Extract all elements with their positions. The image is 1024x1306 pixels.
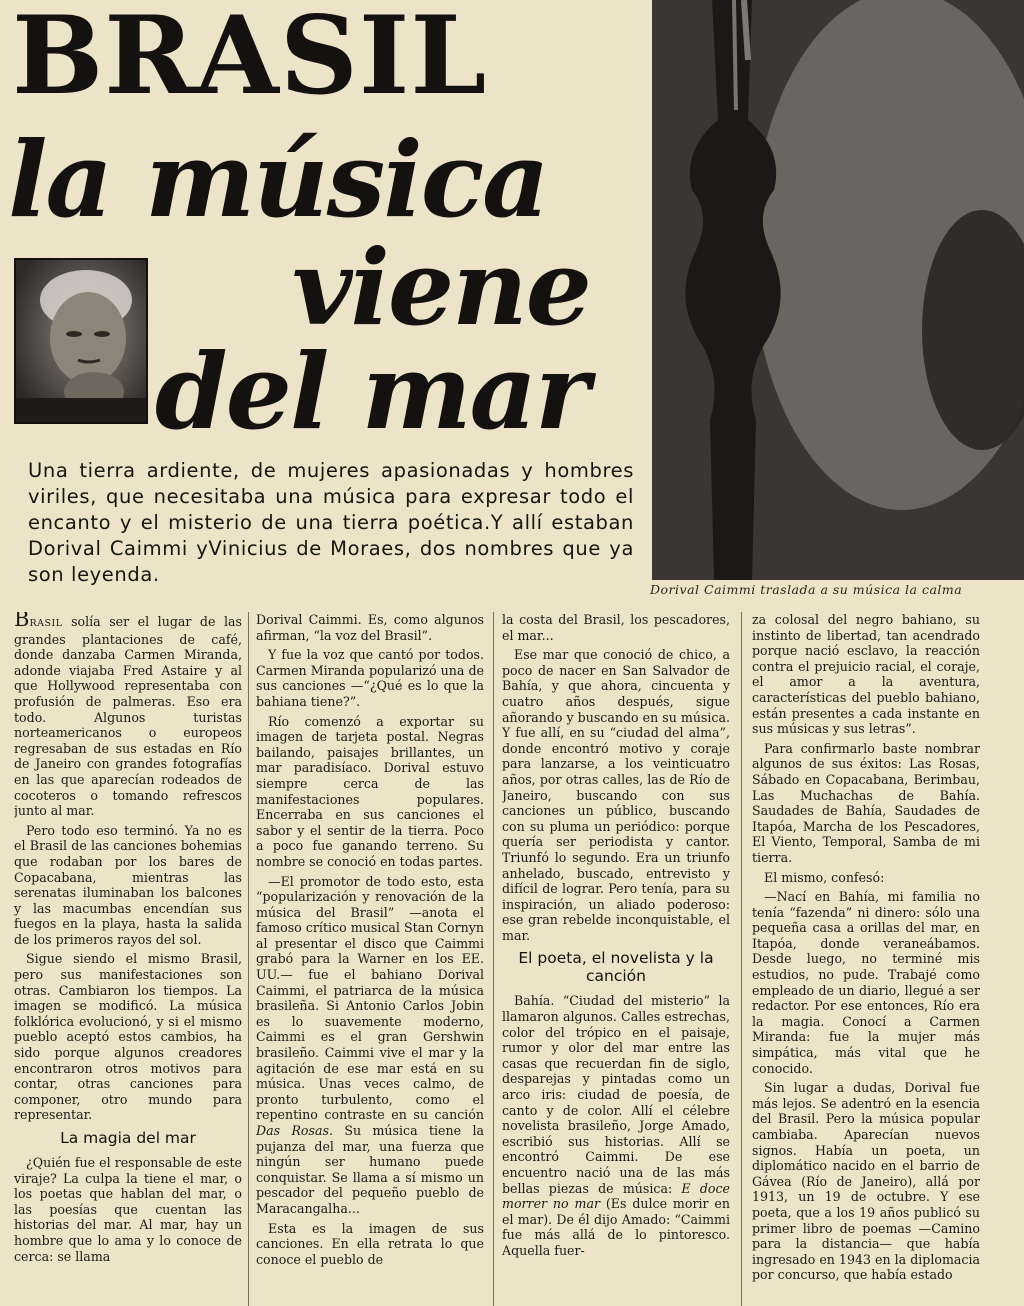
headline-brasil: BRASIL [12,0,488,119]
paragraph: Sigue siendo el mismo Brasil, pero sus manifestaciones son otras. Cambiaron los tiempos. La imagen se modificó. La música folklórica evolucionó, y si el mismo pueblo aceptó estos cambios, ha sido porque algunos creadores encontraron otros motivos para contar, otras canciones para componer, otro mundo para representar. [14,951,242,1123]
article-column-3 [502,612,730,1306]
column-rule [493,612,494,1306]
subheading: La magia del mar [60,1129,196,1147]
headline-la-musica: la música [8,118,548,241]
paragraph-text: solía ser el lugar de las grandes plantaciones de café, donde danzaba Carmen Miranda, adonde viajaba Fred Astaire y al que Hollywood representaba con profusión de palmeras. Eso era todo. Algunos turistas norteamericanos o europeos regresaban de sus estadas en Río de Janeiro con grandes fotografías en las que aparecían rodeados de cocoteros o tomando refrescos junto al mar. [14,614,242,819]
headline-viene: viene [292,226,590,349]
column-rule [741,612,742,1306]
photo-caption: Dorival Caimmi traslada a su música la calma [650,582,963,597]
intro-deck: Una tierra ardiente, de mujeres apasionadas y hombres viriles, que necesitaba una música para expresar todo el encanto y el misterio de una tierra poética.Y allí estaban Dorival Caimmi yVinicius de Moraes, dos nombres que ya son leyenda. [28,459,634,586]
portrait-photo [14,258,148,424]
paragraph: Pero todo eso terminó. Ya no es el Brasil de las canciones bohemias que rodaban por los bares de Copacabana, mientras las serenatas iluminaban los balcones y las macumbas encendían sus fuegos en la playa, hasta la salida de los primeros rayos del sol. [14,822,242,947]
paragraph: —Nací en Bahía, mi familia no tenía “fazenda” ni dinero: sólo una pequeña casa a orillas del mar, en Itapóa, donde veraneábamos. Desde luego, no terminé mis estudios, no pude. Trabajé como empleado de un diario, llegué a ser redactor. Por ese entonces, Río era la magia. Conocí a Carmen Miranda: fue la mujer más simpática, más vital que he conocido. [752,889,980,1076]
paragraph: za colosal del negro bahiano, su instinto de libertad, tan acendrado porque nació esclavo, la reacción contra el prejuicio racial, el coraje, el amor a la aventura, características del pueblo bahiano, están presentes a cada instante en sus músicas y sus letras”. [752,612,980,737]
paragraph: El mismo, confesó: [764,869,885,885]
lamp-illustration [652,0,1024,580]
paragraph [14,612,242,819]
drop-cap: B [14,612,30,631]
paragraph: Sin lugar a dudas, Dorival fue más lejos. Se adentró en la esencia del Brasil. Pero la música popular cambiaba. Aparecían nuevos signos. Había un poeta, un diplomático nacido en el barrio de Gávea (Río de Janeiro), allá por 1913, un 19 de octubre. Y ese poeta, que a los 19 años publicó su primer libro de poemas —Camino para la distancia— que había ingresado en 1943 en la diplomacia por concurso, que había estado [752,1080,980,1283]
paragraph: la costa del Brasil, los pescadores, el mar... [502,612,730,643]
article-column-4 [752,612,980,1306]
headline-del-mar: del mar [155,330,588,453]
paragraph: Esta es la imagen de sus canciones. En ella retrata lo que conoce el pueblo de [256,1220,484,1267]
paragraph-text: Bahía. “Ciudad del misterio” la llamaron algunos. Calles estrechas, color del trópico en el paisaje, rumor y olor del mar entre las casas que recuerdan fin de siglo, desparejas y pintadas como un arco iris: ciudad de poesía, de canto y de color. Allí el célebre novelista brasileño, Jorge Amado, escribió sus historias. Allí se encontró Caimmi. De ese encuentro nació una de las más bellas piezas de música: [502,993,730,1196]
paragraph-text: —El promotor de todo esto, esta “popularización y renovación de la música del Brasil” —anota el famoso crítico musical Stan Cornyn al presentar el disco que Caimmi grabó para la Warner en los EE. UU.— fue el bahiano Dorival Caimmi, el patriarca de la música brasileña. Si Antonio Carlos Jobin es lo suavemente moderno, Caimmi es el gran Gershwin brasileño. Caimmi vive el mar y la agitación de ese mar está en su música. Unas veces calmo, de pronto turbulento, como el repentino contraste en su canción [256,873,484,1123]
song-title: E doce morrer no mar [502,1180,730,1212]
paragraph [256,874,484,1217]
lamp-photo [652,0,1024,580]
paragraph-text: Su música tiene la pujanza del mar, una fuerza que ningún ser humano puede conquistar. Se llama a sí mismo un pescador del pequeño pueblo de Maracangalha... [256,1123,484,1216]
paragraph: Dorival Caimmi. Es, como algunos afirman, “la voz del Brasil”. [256,612,484,643]
paragraph: Río comenzó a exportar su imagen de tarjeta postal. Negras bailando, paisajes brillantes, un mar paradisíaco. Dorival estuvo siempre cerca de las manifestaciones populares. Encerraba en sus canciones el sabor y el sentir de la tierra. Poco a poco fue ganando terreno. Su nombre se conoció en todas partes. [256,713,484,869]
column-rule [248,612,249,1306]
paragraph-text: (Es dulce morir en el mar). De él dijo Amado: “Caimmi fue más allá de lo pintoresco. Aquella fuer- [502,1196,730,1258]
paragraph: Y fue la voz que cantó por todos. Carmen Miranda popularizó una de sus canciones —“¿Qué es lo que la bahiana tiene?”. [256,647,484,709]
portrait-illustration [16,260,146,422]
article-column-1 [14,612,242,1306]
subheading: El poeta, el novelista y la canción [518,949,714,986]
article-column-2 [256,612,484,1306]
song-title: Das Rosas. [256,1123,333,1138]
paragraph [502,993,730,1258]
small-caps: RASIL [29,618,63,629]
paragraph: Ese mar que conoció de chico, a poco de nacer en San Salvador de Bahía, y que ahora, cincuenta y cuatro años después, sigue añorando y buscando en su música. Y fue allí, en su “ciudad del alma”, donde encontró motivo y coraje para lanzarse, a los veinticuatro años, por otras calles, las de Río de Janeiro, buscando con sus canciones un público, buscando con su pluma un periódico: porque quería ser periodista y cantor. Triunfó lo segundo. Era un triunfo anhelado, buscado, entrevisto y difícil de lograr. Pero tenía, para su inspiración, un aliado poderoso: ese gran rebelde inconquistable, el mar. [502,647,730,943]
paragraph: ¿Quién fue el responsable de este viraje? La culpa la tiene el mar, o los poetas que hablan del mar, o las poesías que cuentan las historias del mar. Al mar, hay un hombre que lo ama y lo conoce de cerca: se llama [14,1155,242,1264]
paragraph: Para confirmarlo baste nombrar algunos de sus éxitos: Las Rosas, Sábado en Copacabana, Berimbau, Las Muchachas de Bahía. Saudades de Bahía, Saudades de Itapóa, Marcha de los Pescadores, El Viento, Temporal, Samba de mi tierra. [752,740,980,865]
